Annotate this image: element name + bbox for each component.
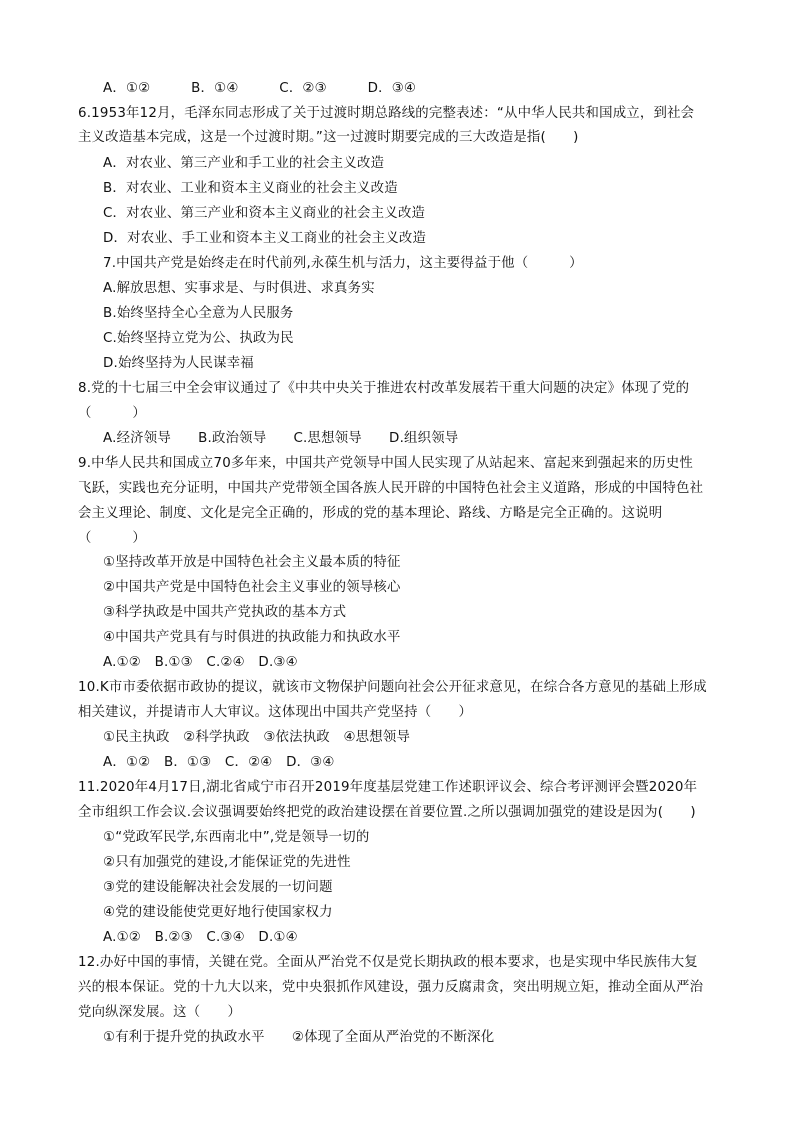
q6-stem-line-1: 6.1953年12月，毛泽东同志形成了关于过渡时期总路线的完整表述：“从中华人民共和国成立，到社会 bbox=[78, 106, 695, 121]
q10-stem-line-1: 10.K市市委依据市政协的提议，就该市文物保护问题向社会公开征求意见，在综合各方意见的基础上形成 bbox=[78, 680, 707, 695]
q12-statements: ①有利于提升党的执政水平 ②体现了全面从严治党的不断深化 bbox=[103, 1030, 495, 1045]
q6-option-a: A．对农业、第三产业和手工业的社会主义改造 bbox=[103, 156, 385, 171]
q7-option-d: D.始终坚持为人民谋幸福 bbox=[103, 356, 254, 371]
q9-statement-3: ③科学执政是中国共产党执政的基本方式 bbox=[103, 605, 347, 620]
q9-statement-2: ②中国共产党是中国特色社会主义事业的领导核心 bbox=[103, 580, 401, 595]
q7-option-c: C.始终坚持立党为公、执政为民 bbox=[103, 331, 294, 346]
q12-stem-line-2: 兴的根本保证。党的十九大以来，党中央狠抓作风建设，强力反腐肃贪，突出明规立矩，推动全面从严治 bbox=[78, 980, 704, 995]
q9-answer-bracket: （ ） bbox=[78, 531, 146, 546]
q9-statement-4: ④中国共产党具有与时俱进的执政能力和执政水平 bbox=[103, 630, 401, 645]
q9-stem-line-1: 9.中华人民共和国成立70多年来，中国共产党领导中国人民实现了从站起来、富起来到强起来的历史性 bbox=[78, 456, 694, 471]
q11-statement-1: ①“党政军民学,东西南北中”,党是领导一切的 bbox=[103, 830, 370, 845]
q11-stem-line-1: 11.2020年4月17日,湖北省咸宁市召开2019年度基层党建工作述职评议会、综合考评测评会暨2020年 bbox=[78, 780, 698, 795]
q6-option-c: C．对农业、第三产业和资本主义商业的社会主义改造 bbox=[103, 206, 426, 221]
q6-option-b: B．对农业、工业和资本主义商业的社会主义改造 bbox=[103, 181, 398, 196]
q9-stem-line-3: 会主义理论、制度、文化是完全正确的，形成的党的基本理论、路线、方略是完全正确的。这说明 bbox=[78, 506, 663, 521]
q9-options: A.①② B.①③ C.②④ D.③④ bbox=[103, 655, 298, 670]
q11-options: A.①② B.②③ C.③④ D.①④ bbox=[103, 930, 298, 945]
q6-option-d: D．对农业、手工业和资本主义工商业的社会主义改造 bbox=[103, 231, 427, 246]
q11-stem-line-2: 全市组织工作会议.会议强调要始终把党的政治建设摆在首要位置.之所以强调加强党的建设是因为( ) bbox=[78, 805, 696, 820]
q12-stem-line-3: 党向纵深发展。这（ ） bbox=[78, 1005, 242, 1020]
q5-options: A．①② B．①④ C．②③ D．③④ bbox=[103, 81, 417, 96]
q11-statement-2: ②只有加强党的建设,才能保证党的先进性 bbox=[103, 855, 351, 870]
q7-option-b: B.始终坚持全心全意为人民服务 bbox=[103, 306, 294, 321]
q8-answer-bracket: （ ） bbox=[78, 406, 146, 421]
q12-stem-line-1: 12.办好中国的事情，关键在党。全面从严治党不仅是党长期执政的根本要求，也是实现中华民族伟大复 bbox=[78, 955, 698, 970]
q10-options: A．①② B．①③ C．②④ D．③④ bbox=[103, 755, 335, 770]
q7-option-a: A.解放思想、实事求是、与时俱进、求真务实 bbox=[103, 281, 375, 296]
q8-options: A.经济领导 B.政治领导 C.思想领导 D.组织领导 bbox=[103, 431, 459, 446]
q10-stem-line-2: 相关建议，并提请市人大审议。这体现出中国共产党坚持（ ） bbox=[78, 705, 473, 720]
q6-stem-line-2: 主义改造基本完成，这是一个过渡时期。”这一过渡时期要完成的三大改造是指( ) bbox=[78, 130, 579, 145]
q10-statements: ①民主执政 ②科学执政 ③依法执政 ④思想领导 bbox=[103, 730, 411, 745]
q7-stem: 7.中国共产党是始终走在时代前列,永葆生机与活力，这主要得益于他（ ） bbox=[103, 256, 583, 271]
q8-stem-line-1: 8.党的十七届三中全会审议通过了《中共中央关于推进农村改革发展若干重大问题的决定》体现了党的 bbox=[78, 381, 690, 396]
q9-stem-line-2: 飞跃，实践也充分证明，中国共产党带领全国各族人民开辟的中国特色社会主义道路，形成的中国特色社 bbox=[78, 481, 704, 496]
q11-statement-3: ③党的建设能解决社会发展的一切问题 bbox=[103, 880, 333, 895]
q9-statement-1: ①坚持改革开放是中国特色社会主义最本质的特征 bbox=[103, 555, 401, 570]
q11-statement-4: ④党的建设能使党更好地行使国家权力 bbox=[103, 905, 333, 920]
